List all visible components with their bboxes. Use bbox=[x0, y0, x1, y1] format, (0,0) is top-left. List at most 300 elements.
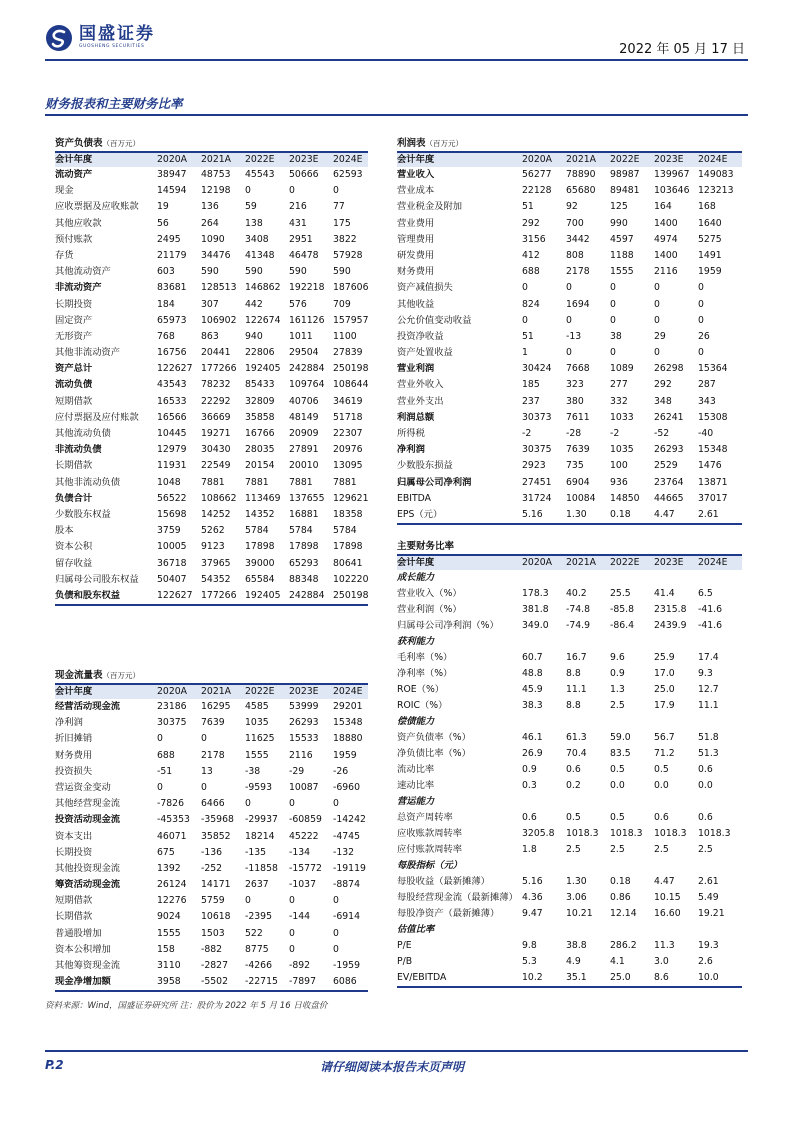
cell-value: 0.9 bbox=[522, 764, 537, 775]
table-row bbox=[55, 426, 368, 442]
table-row bbox=[397, 361, 742, 377]
table-row bbox=[397, 345, 742, 361]
cell-value: 0 bbox=[566, 314, 572, 326]
cell-value: 14352 bbox=[245, 508, 275, 520]
header-label: 会计年度 bbox=[397, 154, 435, 165]
cell-value: 53999 bbox=[289, 701, 319, 712]
cell-value: 1018.3 bbox=[698, 828, 731, 839]
cell-value: 26124 bbox=[157, 879, 187, 891]
cell-value: -1959 bbox=[333, 960, 361, 971]
cell-value: 2178 bbox=[566, 266, 590, 278]
cell-value: 54352 bbox=[201, 573, 231, 585]
cell-value: 13871 bbox=[698, 476, 728, 488]
row-label: 投资净收益 bbox=[397, 330, 444, 342]
cell-value: 10.2 bbox=[522, 972, 543, 983]
cell-value: 51718 bbox=[333, 411, 363, 423]
income-statement-table bbox=[397, 137, 742, 525]
cell-value: -28 bbox=[566, 428, 582, 439]
table-row bbox=[55, 588, 368, 604]
cell-value: 36718 bbox=[157, 557, 187, 569]
cell-value: 15533 bbox=[289, 733, 319, 745]
cell-value: -7897 bbox=[289, 976, 317, 988]
row-label: 营业外收入 bbox=[397, 379, 444, 391]
table-row bbox=[397, 183, 742, 199]
cell-value: 46071 bbox=[157, 830, 187, 842]
cell-value: -41.6 bbox=[698, 604, 723, 615]
cell-value: 5784 bbox=[245, 525, 269, 537]
header-year: 2023E bbox=[289, 686, 319, 697]
cell-value bbox=[522, 858, 566, 874]
row-label: 少数股东权益 bbox=[55, 508, 111, 520]
cell-value: 89481 bbox=[610, 185, 640, 197]
row-label: 每股收益（最新摊薄） bbox=[397, 876, 490, 887]
row-label: 应收票据及应收账款 bbox=[55, 201, 139, 213]
row-label: 长期投资 bbox=[55, 846, 93, 858]
row-label: 应付账款周转率 bbox=[397, 844, 463, 855]
row-label: 经营活动现金流 bbox=[55, 701, 121, 712]
cell-value: 22549 bbox=[201, 460, 231, 472]
table-row bbox=[55, 361, 368, 377]
cell-value: 768 bbox=[157, 330, 175, 342]
disclaimer-notice: 请仔细阅读本报告末页声明 bbox=[320, 1060, 465, 1074]
cell-value bbox=[522, 634, 566, 650]
cell-value bbox=[654, 858, 698, 874]
cell-value: 37017 bbox=[698, 492, 728, 504]
cell-value: 187606 bbox=[333, 282, 369, 294]
cell-value: 4.47 bbox=[654, 508, 675, 520]
row-label: 无形资产 bbox=[55, 330, 93, 342]
cell-value: 7881 bbox=[245, 476, 269, 488]
cell-value: 25.5 bbox=[610, 588, 631, 599]
cell-value: 41.4 bbox=[654, 588, 675, 599]
header-year: 2020A bbox=[157, 686, 188, 697]
cell-value: -19119 bbox=[333, 862, 366, 874]
row-label: 营业成本 bbox=[397, 185, 435, 197]
cell-value: 286.2 bbox=[610, 940, 637, 951]
cell-value: -9593 bbox=[245, 781, 273, 793]
cell-value: 0.5 bbox=[610, 812, 625, 823]
row-label: 其他非流动资产 bbox=[55, 347, 121, 359]
row-label: 预付账款 bbox=[55, 233, 93, 245]
cell-value bbox=[566, 794, 610, 810]
row-label: 营业利润 bbox=[397, 363, 435, 375]
table-unit: （百万元） bbox=[102, 671, 141, 680]
table-row bbox=[55, 958, 368, 974]
table-row bbox=[397, 475, 742, 491]
cell-value: 576 bbox=[289, 298, 307, 310]
table-row bbox=[55, 715, 368, 731]
cell-value: 7639 bbox=[201, 717, 225, 729]
cell-value: 43543 bbox=[157, 379, 187, 391]
row-label: 估值比率 bbox=[397, 924, 435, 935]
cell-value: 1555 bbox=[610, 266, 634, 278]
cell-value: 38.3 bbox=[522, 700, 543, 711]
cell-value: 15364 bbox=[698, 363, 728, 375]
cell-value: 29 bbox=[654, 330, 666, 342]
cell-value: 51 bbox=[522, 330, 534, 342]
table-row bbox=[55, 731, 368, 747]
source-note: 资料来源：Wind，国盛证券研究所 注：股价为 2022 年 5 月 16 日收盘价 bbox=[45, 1001, 328, 1011]
cell-value: 57928 bbox=[333, 249, 363, 261]
cell-value: 22806 bbox=[245, 347, 275, 359]
cell-value: -134 bbox=[289, 846, 311, 858]
row-label: 营业税金及附加 bbox=[397, 201, 463, 213]
table-row bbox=[397, 842, 742, 858]
cell-value: 16756 bbox=[157, 347, 187, 359]
cell-value: 26293 bbox=[289, 717, 319, 729]
header-divider bbox=[45, 59, 748, 61]
cell-value: 8775 bbox=[245, 943, 269, 955]
cell-value: 0.0 bbox=[698, 780, 713, 791]
header-year: 2024E bbox=[333, 154, 363, 165]
table-row bbox=[55, 893, 368, 909]
cell-value: 307 bbox=[201, 298, 219, 310]
cell-value: 5.49 bbox=[698, 892, 719, 903]
cell-value: 17898 bbox=[245, 541, 275, 553]
cell-value bbox=[698, 922, 742, 938]
cell-value: 83681 bbox=[157, 282, 187, 294]
cell-value: 0 bbox=[289, 895, 295, 907]
cell-value: 1959 bbox=[698, 266, 722, 278]
cell-value: 0 bbox=[245, 185, 251, 197]
cell-value: 0.5 bbox=[566, 812, 581, 823]
row-label: 财务费用 bbox=[397, 266, 435, 278]
cell-value: 0.18 bbox=[610, 876, 631, 887]
cell-value: 98987 bbox=[610, 169, 640, 180]
cell-value: 442 bbox=[245, 298, 263, 310]
ratios-table bbox=[397, 540, 742, 988]
cell-value: 10.0 bbox=[698, 972, 719, 983]
cell-value: 0 bbox=[157, 733, 163, 745]
table-row bbox=[55, 539, 368, 555]
header-year: 2024E bbox=[333, 686, 363, 697]
cell-value: 7611 bbox=[566, 411, 590, 423]
cell-value: 65973 bbox=[157, 314, 187, 326]
table-row bbox=[397, 778, 742, 794]
balance-sheet-table bbox=[55, 137, 368, 606]
cell-value: 20154 bbox=[245, 460, 275, 472]
cell-value: 21179 bbox=[157, 249, 187, 261]
category-row bbox=[397, 714, 742, 730]
cell-value: 17898 bbox=[333, 541, 363, 553]
table-title bbox=[397, 540, 742, 554]
row-label: 应付票据及应付账款 bbox=[55, 411, 139, 423]
cell-value: 17898 bbox=[289, 541, 319, 553]
cell-value: 0 bbox=[245, 798, 251, 810]
table-row bbox=[397, 810, 742, 826]
table-row bbox=[55, 556, 368, 572]
cell-value: 2.5 bbox=[610, 844, 625, 855]
row-label: 长期借款 bbox=[55, 460, 93, 472]
table-row bbox=[55, 974, 368, 990]
cell-value: 1033 bbox=[610, 411, 634, 423]
cell-value: 14850 bbox=[610, 492, 640, 504]
table-row bbox=[397, 650, 742, 666]
table-bottom-rule bbox=[55, 990, 368, 992]
row-label: 少数股东损益 bbox=[397, 460, 453, 472]
table-row bbox=[397, 167, 742, 183]
table-row bbox=[55, 248, 368, 264]
table-row bbox=[55, 942, 368, 958]
row-label: 研发费用 bbox=[397, 249, 435, 261]
cell-value: 590 bbox=[245, 266, 263, 278]
table-title-text: 主要财务比率 bbox=[397, 541, 455, 552]
header-year: 2022E bbox=[610, 154, 640, 165]
cell-value: 16295 bbox=[201, 701, 231, 712]
table-header-row bbox=[55, 153, 368, 167]
cell-value: 0 bbox=[333, 927, 339, 939]
row-label: 现金 bbox=[55, 185, 74, 197]
cell-value: 29504 bbox=[289, 347, 319, 359]
cell-value: -29937 bbox=[245, 814, 278, 826]
row-label: 营业收入 bbox=[397, 169, 435, 180]
cell-value: 177266 bbox=[201, 589, 237, 601]
cell-value: 9.47 bbox=[522, 908, 543, 919]
cell-value: 19.3 bbox=[698, 940, 719, 951]
table-row bbox=[55, 829, 368, 845]
cell-value: 109764 bbox=[289, 379, 325, 391]
row-label: 短期借款 bbox=[55, 395, 93, 407]
cell-value: 20441 bbox=[201, 347, 231, 359]
cell-value: 0 bbox=[698, 314, 704, 326]
row-label: 负债合计 bbox=[55, 492, 93, 504]
cell-value: 0.2 bbox=[566, 780, 581, 791]
cell-value: 2.5 bbox=[654, 844, 669, 855]
cell-value: 2.61 bbox=[698, 876, 719, 887]
table-row bbox=[397, 874, 742, 890]
cell-value: 38 bbox=[610, 330, 622, 342]
cell-value: 88348 bbox=[289, 573, 319, 585]
table-row bbox=[397, 458, 742, 474]
cell-value: 18358 bbox=[333, 508, 363, 520]
row-label: 短期借款 bbox=[55, 895, 93, 907]
cell-value: 590 bbox=[333, 266, 351, 278]
section-title: 财务报表和主要财务比率 bbox=[45, 96, 183, 111]
cell-value: -29 bbox=[289, 765, 305, 777]
table-row bbox=[397, 906, 742, 922]
cell-value: 2.5 bbox=[698, 844, 713, 855]
cell-value: 688 bbox=[157, 749, 175, 761]
cell-value: 7639 bbox=[566, 444, 590, 456]
cell-value bbox=[654, 794, 698, 810]
cell-value: 35858 bbox=[245, 411, 275, 423]
cell-value: 157957 bbox=[333, 314, 369, 326]
cell-value: 2923 bbox=[522, 460, 546, 472]
cell-value: 11931 bbox=[157, 460, 187, 472]
cell-value: 108662 bbox=[201, 492, 237, 504]
table-row bbox=[55, 926, 368, 942]
row-label: 营业费用 bbox=[397, 217, 435, 229]
table-row bbox=[397, 890, 742, 906]
cell-value bbox=[610, 922, 654, 938]
table-row bbox=[55, 264, 368, 280]
cell-value: 0 bbox=[333, 895, 339, 907]
cell-value: 242884 bbox=[289, 589, 325, 601]
row-label: 非流动资产 bbox=[55, 282, 102, 294]
table-title bbox=[55, 137, 368, 151]
cell-value: 7881 bbox=[333, 476, 357, 488]
cell-value: 45.9 bbox=[522, 684, 543, 695]
cell-value bbox=[610, 858, 654, 874]
cell-value: 100 bbox=[610, 460, 628, 472]
cell-value: 12198 bbox=[201, 185, 231, 197]
cell-value: 5784 bbox=[333, 525, 357, 537]
cell-value: 26293 bbox=[654, 444, 684, 456]
cell-value: 31724 bbox=[522, 492, 552, 504]
cell-value: 50666 bbox=[289, 169, 319, 180]
table-row bbox=[397, 730, 742, 746]
table-row bbox=[397, 938, 742, 954]
header-year: 2021A bbox=[566, 154, 597, 165]
cell-value: 0 bbox=[333, 943, 339, 955]
cell-value: 128513 bbox=[201, 282, 237, 294]
cell-value: 50407 bbox=[157, 573, 187, 585]
cell-value: 61.3 bbox=[566, 732, 587, 743]
cell-value: 9123 bbox=[201, 541, 225, 553]
cell-value: 129621 bbox=[333, 492, 369, 504]
cell-value: 44665 bbox=[654, 492, 684, 504]
table-row bbox=[397, 199, 742, 215]
cell-value: 15348 bbox=[333, 717, 363, 729]
cell-value: 3958 bbox=[157, 976, 181, 988]
cell-value: 34619 bbox=[333, 395, 363, 407]
table-row bbox=[55, 748, 368, 764]
cell-value: 15698 bbox=[157, 508, 187, 520]
cell-value: 158 bbox=[157, 943, 175, 955]
cell-value: 7668 bbox=[566, 363, 590, 375]
row-label: 公允价值变动收益 bbox=[397, 314, 472, 326]
table-row bbox=[55, 861, 368, 877]
cell-value: 25.9 bbox=[654, 652, 675, 663]
row-label: EPS（元） bbox=[397, 508, 443, 520]
cell-value: 343 bbox=[698, 395, 716, 407]
cell-value: 1035 bbox=[610, 444, 634, 456]
cell-value: 23764 bbox=[654, 476, 684, 488]
cell-value: 0.18 bbox=[610, 508, 631, 520]
cell-value: 92 bbox=[566, 201, 578, 213]
cell-value: 0 bbox=[201, 781, 207, 793]
table-row bbox=[397, 313, 742, 329]
cell-value: 38947 bbox=[157, 169, 187, 180]
cell-value: 0 bbox=[157, 781, 163, 793]
row-label: 资本公积 bbox=[55, 541, 93, 553]
cell-value: 125 bbox=[610, 201, 628, 213]
row-label: 存货 bbox=[55, 249, 74, 261]
cell-value: 161126 bbox=[289, 314, 325, 326]
cell-value: 1011 bbox=[289, 330, 313, 342]
category-row bbox=[397, 922, 742, 938]
cell-value: 2116 bbox=[654, 266, 678, 278]
table-row bbox=[397, 297, 742, 313]
cell-value: 522 bbox=[245, 927, 263, 939]
cell-value: 590 bbox=[201, 266, 219, 278]
cell-value: 106902 bbox=[201, 314, 237, 326]
cell-value: 122627 bbox=[157, 589, 193, 601]
cash-flow-table bbox=[55, 669, 368, 992]
cell-value: 26 bbox=[698, 330, 710, 342]
cell-value: 1.30 bbox=[566, 508, 587, 520]
cell-value bbox=[566, 634, 610, 650]
row-label: 其他非流动负债 bbox=[55, 476, 121, 488]
cell-value: 122627 bbox=[157, 363, 193, 375]
cell-value: 0.5 bbox=[610, 764, 625, 775]
cell-value: 735 bbox=[566, 460, 584, 472]
cell-value: 7881 bbox=[289, 476, 313, 488]
cell-value: 10.21 bbox=[566, 908, 593, 919]
cell-value: 27891 bbox=[289, 444, 319, 456]
cell-value: 2116 bbox=[289, 749, 313, 761]
cell-value: -7826 bbox=[157, 798, 185, 810]
cell-value: 349.0 bbox=[522, 620, 549, 631]
table-row bbox=[397, 280, 742, 296]
table-row bbox=[397, 410, 742, 426]
cell-value: 2.6 bbox=[698, 956, 713, 967]
cell-value: -11858 bbox=[245, 862, 278, 874]
cell-value: 3110 bbox=[157, 960, 181, 971]
cell-value: 1018.3 bbox=[610, 828, 643, 839]
table-row bbox=[397, 394, 742, 410]
cell-value: -85.8 bbox=[610, 604, 635, 615]
row-label: 流动比率 bbox=[397, 764, 435, 775]
row-label: 非流动负债 bbox=[55, 444, 102, 456]
cell-value: 1 bbox=[522, 347, 528, 359]
cell-value: 1100 bbox=[333, 330, 357, 342]
header-year: 2023E bbox=[654, 154, 684, 165]
cell-value: -22715 bbox=[245, 976, 278, 988]
row-label: 其他经营现金流 bbox=[55, 798, 121, 810]
header-year: 2020A bbox=[522, 154, 553, 165]
row-label: 长期借款 bbox=[55, 911, 93, 923]
table-row bbox=[397, 377, 742, 393]
row-label: 流动负债 bbox=[55, 379, 93, 391]
cell-value: -38 bbox=[245, 765, 261, 777]
category-row bbox=[397, 858, 742, 874]
table-title bbox=[55, 669, 368, 683]
table-row bbox=[55, 394, 368, 410]
cell-value: 4.9 bbox=[566, 956, 581, 967]
cell-value: 380 bbox=[566, 395, 584, 407]
cell-value: 30430 bbox=[201, 444, 231, 456]
cell-value: 0 bbox=[610, 347, 616, 359]
row-label: 营业收入（%） bbox=[397, 588, 462, 599]
cell-value: 71.2 bbox=[654, 748, 675, 759]
table-row bbox=[55, 572, 368, 588]
table-row bbox=[55, 458, 368, 474]
cell-value: 175 bbox=[333, 217, 351, 229]
table-row bbox=[397, 746, 742, 762]
cell-value: 323 bbox=[566, 379, 584, 391]
cell-value: 3822 bbox=[333, 233, 357, 245]
row-label: 固定资产 bbox=[55, 314, 93, 326]
table-row bbox=[397, 618, 742, 634]
cell-value: 0.0 bbox=[610, 780, 625, 791]
row-label: 资产减值损失 bbox=[397, 282, 453, 294]
cell-value bbox=[566, 858, 610, 874]
cell-value bbox=[522, 794, 566, 810]
cell-value: 27451 bbox=[522, 476, 552, 488]
row-label: 每股指标（元） bbox=[397, 860, 463, 871]
row-label: 财务费用 bbox=[55, 749, 93, 761]
cell-value: 59 bbox=[245, 201, 257, 213]
cell-value bbox=[698, 634, 742, 650]
table-row bbox=[55, 183, 368, 199]
cell-value: -60859 bbox=[289, 814, 322, 826]
cell-value: 80641 bbox=[333, 557, 363, 569]
cell-value: 1694 bbox=[566, 298, 590, 310]
header-label: 会计年度 bbox=[55, 686, 93, 697]
table-row bbox=[55, 845, 368, 861]
row-label: 资本公积增加 bbox=[55, 943, 111, 955]
